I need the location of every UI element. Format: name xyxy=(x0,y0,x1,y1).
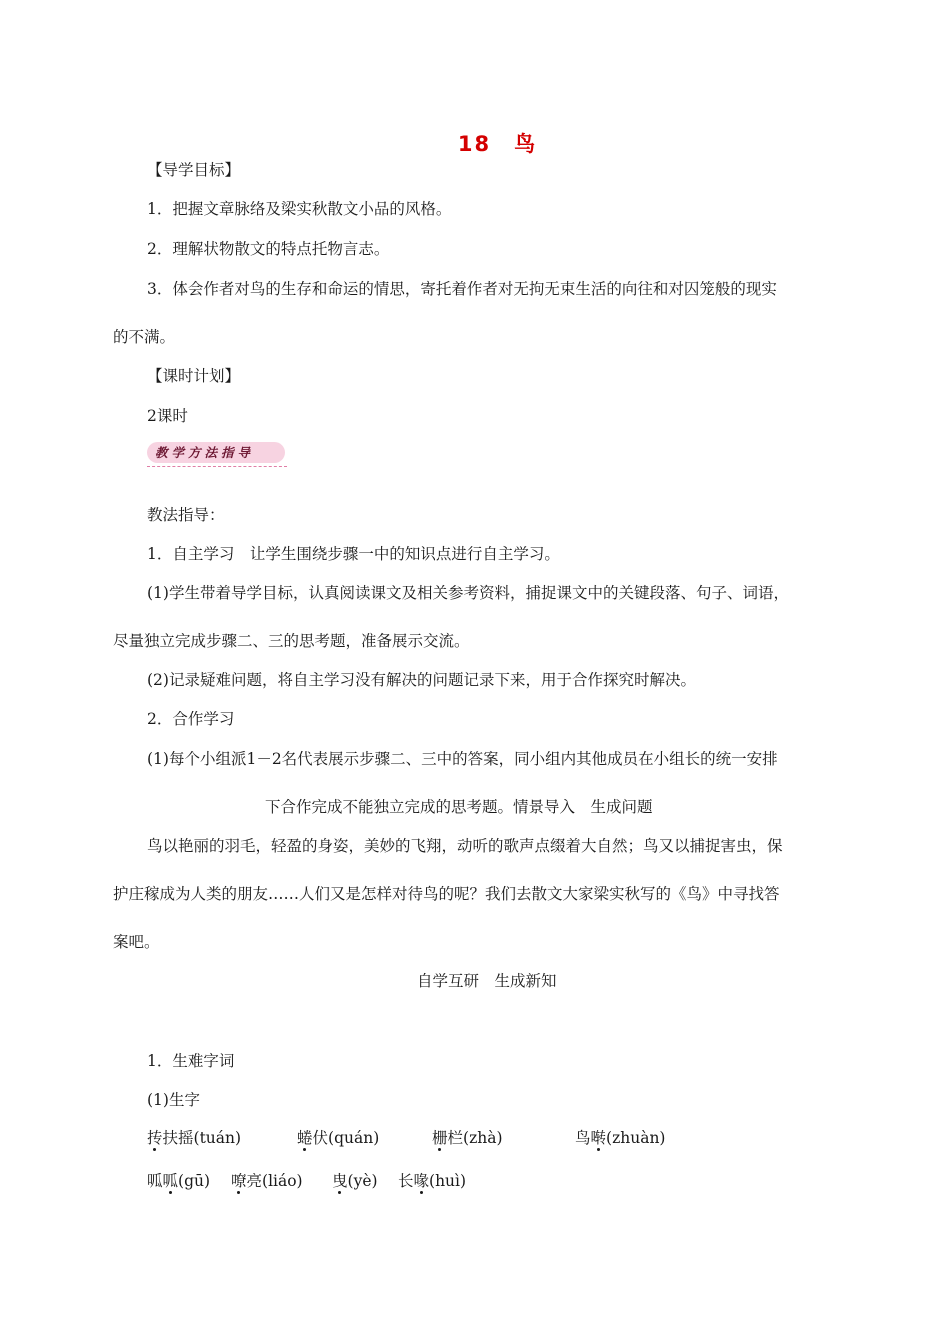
char-item: 抟扶摇(tuán) xyxy=(147,1129,242,1147)
char-item: 鸟啭(zhuàn) xyxy=(575,1129,666,1147)
char-item: 蜷伏(quán) xyxy=(297,1129,380,1147)
intro-line-2: 护庄稼成为人类的朋友……人们又是怎样对待鸟的呢？我们去散文大家梁实秋写的《鸟》中寻找答 xyxy=(113,885,780,903)
method-line-7: 下合作完成不能独立完成的思考题。情景导入 生成问题 xyxy=(265,798,653,816)
method-line-3: 尽量独立完成步骤二、三的思考题，准备展示交流。 xyxy=(113,632,470,650)
char-item: 嘹亮(liáo) xyxy=(231,1172,303,1190)
goal-3: 3．体会作者对鸟的生存和命运的情思，寄托着作者对无拘无束生活的向往和对囚笼般的现实 xyxy=(147,280,777,298)
method-heading: 教法指导： xyxy=(147,506,225,524)
char-item: 呱呱(gū) xyxy=(147,1172,211,1190)
guide-heading: 【导学目标】 xyxy=(147,161,241,179)
plan-heading: 【课时计划】 xyxy=(147,367,241,385)
goal-3-continued: 的不满。 xyxy=(113,328,176,346)
char-item: 曳(yè) xyxy=(332,1172,378,1190)
char-item: 栅栏(zhà) xyxy=(432,1129,503,1147)
method-line-6: (1)每个小组派1－2名代表展示步骤二、三中的答案，同小组内其他成员在小组长的统一安排 xyxy=(147,750,778,768)
method-line-5: 2．合作学习 xyxy=(147,710,235,728)
teaching-method-badge xyxy=(147,440,287,467)
page-title: 18 鸟 xyxy=(457,132,538,156)
chars-heading: (1)生字 xyxy=(147,1091,200,1109)
intro-line-3: 案吧。 xyxy=(113,933,160,951)
badge-label: 教学方法指导 xyxy=(155,445,255,460)
section-heading: 自学互研 生成新知 xyxy=(417,972,557,990)
method-line-4: (2)记录疑难问题，将自主学习没有解决的问题记录下来，用于合作探究时解决。 xyxy=(147,671,696,689)
char-item: 长喙(huì) xyxy=(398,1172,467,1190)
method-line-2: (1)学生带着导学目标，认真阅读课文及相关参考资料，捕捉课文中的关键段落、句子、词语， xyxy=(147,584,789,602)
plan-value: 2课时 xyxy=(147,407,188,425)
method-line-1: 1．自主学习 让学生围绕步骤一中的知识点进行自主学习。 xyxy=(147,545,560,563)
goal-2: 2．理解状物散文的特点托物言志。 xyxy=(147,240,390,258)
intro-line-1: 鸟以艳丽的羽毛，轻盈的身姿，美妙的飞翔，动听的歌声点缀着大自然；鸟又以捕捉害虫，保 xyxy=(147,837,783,855)
vocab-heading: 1．生难字词 xyxy=(147,1052,235,1070)
goal-1: 1．把握文章脉络及梁实秋散文小品的风格。 xyxy=(147,200,452,218)
